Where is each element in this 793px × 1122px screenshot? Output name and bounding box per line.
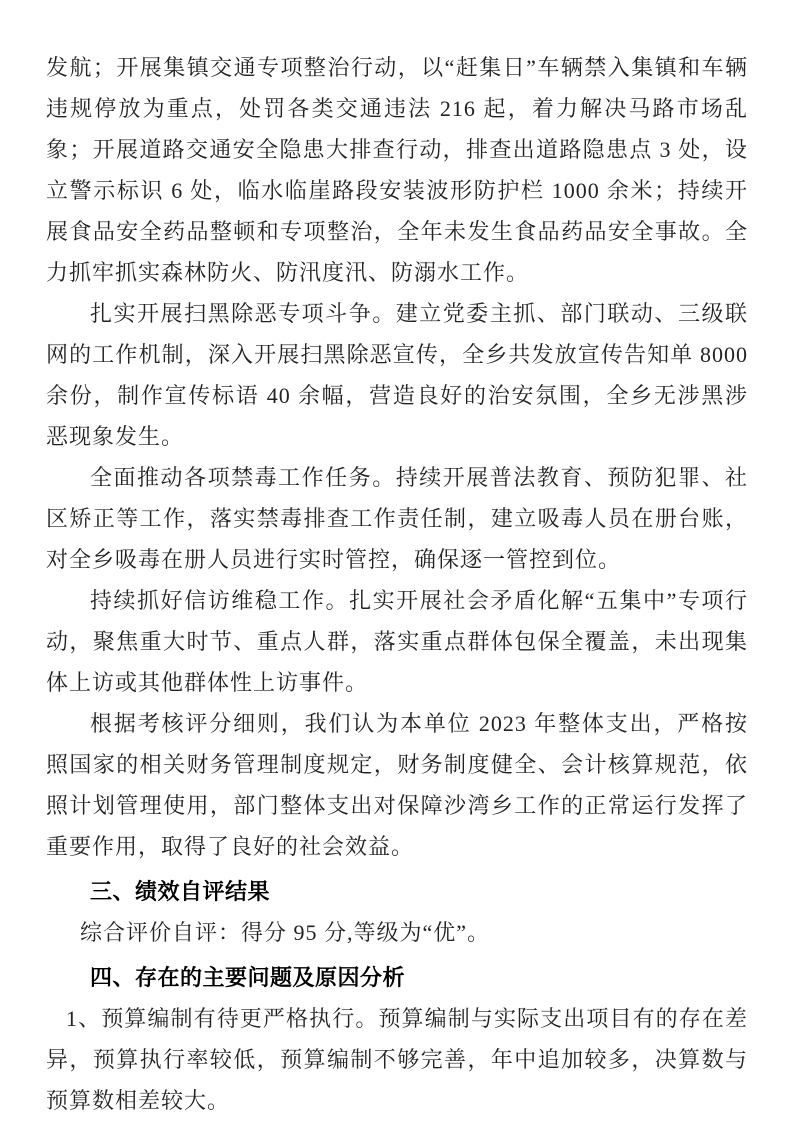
- paragraph-petition-stability: 持续抓好信访维稳工作。扎实开展社会矛盾化解“五集中”专项行动，聚焦重大时节、重点人群，落实重点群体包保全覆盖，未出现集体上访或其他群体性上访事件。: [46, 588, 748, 695]
- paragraph-assessment-basis: 根据考核评分细则，我们认为本单位 2023 年整体支出，严格按照国家的相关财务管理制度规定，财务制度健全、会计核算规范，依照计划管理使用，部门整体支出对保障沙湾乡工作的正常运行发挥了重要作用，取得了良好的社会效益。: [46, 711, 748, 859]
- paragraph-anti-drug-work: 全面推动各项禁毒工作任务。持续开展普法教育、预防犯罪、社区矫正等工作，落实禁毒排查工作责任制，建立吸毒人员在册台账，对全乡吸毒在册人员进行实时管控，确保逐一管控到位。: [46, 465, 748, 572]
- paragraph-problem-budget-execution: 1、预算编制有待更严格执行。预算编制与实际支出项目有的存在差异，预算执行率较低，预算编制不够完善，年中追加较多，决算数与预算数相差较大。: [46, 1006, 748, 1113]
- heading-section-3-self-evaluation-result: 三、绩效自评结果: [90, 879, 271, 904]
- paragraph-evaluation-score: 综合评价自评：得分 95 分,等级为“优”。: [80, 920, 491, 945]
- heading-section-4-main-problems: 四、存在的主要问题及原因分析: [90, 965, 406, 990]
- paragraph-traffic-safety-continued: 发航；开展集镇交通专项整治行动，以“赶集日”车辆禁入集镇和车辆违规停放为重点，处罚各类交通违法 216 起，着力解决马路市场乱象；开展道路交通安全隐患大排查行动，排查出道路隐患点 3 处，设立警示标识 6 处，临水临崖路段安装波形防护栏 1000 余米；持续开展食品安全药品整顿和专项整治，全年未发生食品药品安全事故。全力抓牢抓实森林防火、防汛度汛、防溺水工作。: [46, 55, 748, 285]
- paragraph-anti-gang-campaign: 扎实开展扫黑除恶专项斗争。建立党委主抓、部门联动、三级联网的工作机制，深入开展扫黑除恶宣传，全乡共发放宣传告知单 8000 余份，制作宣传标语 40 余幅，营造良好的治安氛围，全乡无涉黑涉恶现象发生。: [46, 301, 748, 449]
